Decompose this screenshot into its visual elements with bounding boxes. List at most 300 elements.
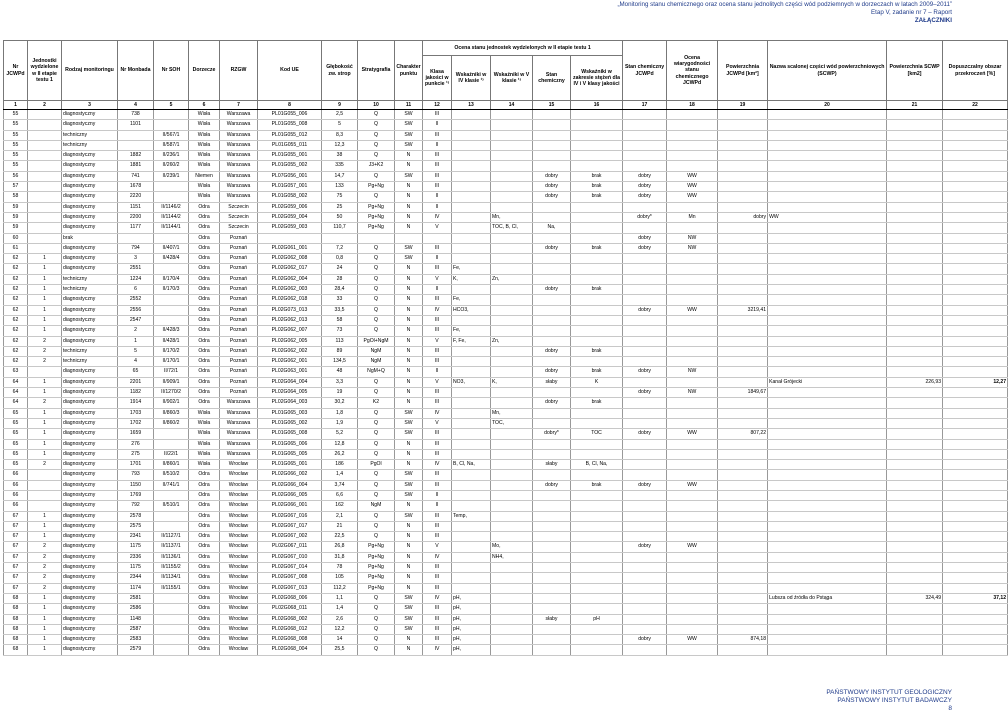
- table-cell: [718, 110, 768, 120]
- table-cell: dobry: [533, 192, 571, 202]
- table-cell: [667, 521, 718, 531]
- table-cell: Wrocław: [220, 573, 258, 583]
- table-cell: [667, 511, 718, 521]
- table-cell: 807,22: [718, 429, 768, 439]
- table-cell: 1177: [118, 223, 154, 233]
- table-cell: [887, 315, 943, 325]
- table-row: [4, 202, 1008, 212]
- table-cell: 65: [4, 449, 28, 459]
- table-cell: [491, 285, 533, 295]
- table-cell: [491, 243, 533, 253]
- table-cell: III: [423, 388, 452, 398]
- table-row: [4, 243, 1008, 253]
- col-klasa: Klasa jakości w punkcie ¹⁾: [423, 56, 452, 101]
- table-cell: N: [395, 532, 423, 542]
- table-cell: [667, 264, 718, 274]
- column-number: 14: [491, 101, 533, 110]
- table-cell: PL02G062_017: [258, 264, 322, 274]
- table-row: [4, 480, 1008, 490]
- table-cell: [768, 110, 887, 120]
- table-cell: [768, 357, 887, 367]
- table-cell: Poznań: [220, 377, 258, 387]
- table-cell: [887, 490, 943, 500]
- table-cell: [28, 151, 62, 161]
- table-cell: Wisła: [189, 449, 220, 459]
- table-cell: [943, 192, 1008, 202]
- table-cell: Q: [358, 635, 395, 645]
- table-cell: Odra: [189, 573, 220, 583]
- table-cell: [452, 388, 491, 398]
- table-row: [4, 192, 1008, 202]
- table-cell: [28, 130, 62, 140]
- column-number: 15: [533, 101, 571, 110]
- table-cell: II: [423, 192, 452, 202]
- table-cell: 1: [28, 511, 62, 521]
- table-cell: Poznań: [220, 243, 258, 253]
- table-cell: [943, 439, 1008, 449]
- table-cell: II/407/1: [154, 243, 189, 253]
- table-cell: pH,: [452, 614, 491, 624]
- table-cell: [943, 305, 1008, 315]
- table-cell: [623, 223, 667, 233]
- table-cell: 26,8: [322, 542, 358, 552]
- table-cell: [571, 161, 623, 171]
- table-cell: II/860/3: [154, 408, 189, 418]
- table-cell: [491, 171, 533, 181]
- table-cell: [768, 254, 887, 264]
- table-cell: [718, 573, 768, 583]
- table-cell: [491, 254, 533, 264]
- table-cell: Q: [358, 645, 395, 655]
- table-cell: PL02G062_007: [258, 326, 322, 336]
- table-cell: [943, 624, 1008, 634]
- table-cell: diagnostyczny: [62, 418, 118, 428]
- table-cell: dobry*: [533, 429, 571, 439]
- table-cell: [491, 182, 533, 192]
- table-row: [4, 326, 1008, 336]
- table-cell: 2: [118, 326, 154, 336]
- table-cell: [571, 264, 623, 274]
- table-cell: dobry: [533, 182, 571, 192]
- table-cell: N: [395, 460, 423, 470]
- table-cell: Q: [358, 480, 395, 490]
- table-cell: K,: [491, 377, 533, 387]
- table-cell: PL02G064_005: [258, 388, 322, 398]
- table-cell: [667, 295, 718, 305]
- table-cell: [887, 439, 943, 449]
- table-cell: Odra: [189, 635, 220, 645]
- table-cell: [887, 274, 943, 284]
- table-cell: [154, 120, 189, 130]
- table-cell: 24: [322, 264, 358, 274]
- table-cell: Odra: [189, 490, 220, 500]
- table-cell: 73: [322, 326, 358, 336]
- table-cell: Poznań: [220, 326, 258, 336]
- table-cell: [667, 460, 718, 470]
- table-cell: [571, 110, 623, 120]
- table-cell: 55: [4, 151, 28, 161]
- col-charakter: Charakter punktu: [395, 41, 423, 101]
- table-cell: [571, 418, 623, 428]
- table-cell: Lubsza od źródła do Pstąga: [768, 593, 887, 603]
- table-cell: 874,18: [718, 635, 768, 645]
- table-cell: 2: [28, 563, 62, 573]
- table-cell: Odra: [189, 254, 220, 264]
- table-cell: SW: [395, 624, 423, 634]
- table-cell: Q: [358, 449, 395, 459]
- table-cell: [718, 449, 768, 459]
- table-cell: Odra: [189, 521, 220, 531]
- table-cell: słaby: [533, 460, 571, 470]
- table-cell: II/860/2: [154, 418, 189, 428]
- table-cell: [943, 212, 1008, 222]
- table-cell: [533, 305, 571, 315]
- table-cell: [623, 254, 667, 264]
- table-cell: [943, 418, 1008, 428]
- table-cell: dobry: [533, 285, 571, 295]
- table-cell: NO3,: [452, 377, 491, 387]
- table-cell: [154, 295, 189, 305]
- table-cell: [623, 460, 667, 470]
- table-cell: [28, 223, 62, 233]
- table-cell: Q: [358, 532, 395, 542]
- table-cell: [768, 182, 887, 192]
- table-cell: [452, 171, 491, 181]
- table-cell: [28, 501, 62, 511]
- table-cell: [623, 470, 667, 480]
- table-cell: [943, 336, 1008, 346]
- table-cell: diagnostyczny: [62, 583, 118, 593]
- table-cell: PL02G073_013: [258, 305, 322, 315]
- table-cell: N: [395, 583, 423, 593]
- col-pow-scwp: Powierzchnia SCWP [km2]: [887, 41, 943, 101]
- table-cell: 67: [4, 552, 28, 562]
- table-cell: N: [395, 346, 423, 356]
- table-cell: [943, 315, 1008, 325]
- table-cell: II/22/1: [154, 449, 189, 459]
- table-cell: Wrocław: [220, 552, 258, 562]
- table-cell: [887, 182, 943, 192]
- table-cell: [571, 357, 623, 367]
- table-cell: III: [423, 429, 452, 439]
- table-cell: [154, 315, 189, 325]
- table-cell: Wrocław: [220, 511, 258, 521]
- table-cell: [623, 418, 667, 428]
- table-cell: dobry: [623, 243, 667, 253]
- table-cell: Wrocław: [220, 501, 258, 511]
- table-cell: II/1137/1: [154, 542, 189, 552]
- table-cell: PL01G058_002: [258, 192, 322, 202]
- table-cell: [887, 635, 943, 645]
- table-cell: [452, 429, 491, 439]
- table-cell: 62: [4, 295, 28, 305]
- table-cell: 3219,41: [718, 305, 768, 315]
- table-cell: [154, 511, 189, 521]
- table-cell: 33: [322, 295, 358, 305]
- table-cell: 68: [4, 604, 28, 614]
- column-number: 8: [258, 101, 322, 110]
- table-cell: [718, 326, 768, 336]
- table-cell: SW: [395, 171, 423, 181]
- table-cell: [718, 130, 768, 140]
- table-cell: 110,7: [322, 223, 358, 233]
- table-cell: [887, 511, 943, 521]
- table-cell: [491, 120, 533, 130]
- page-number: 8: [948, 705, 952, 712]
- table-cell: [887, 624, 943, 634]
- table-cell: [28, 171, 62, 181]
- table-cell: PL01G065_005: [258, 449, 322, 459]
- table-cell: [28, 243, 62, 253]
- col-stan: Stan chemiczny: [533, 56, 571, 101]
- table-cell: [452, 501, 491, 511]
- table-cell: 1: [28, 614, 62, 624]
- table-cell: [887, 408, 943, 418]
- table-cell: [718, 202, 768, 212]
- table-cell: II/1144/1: [154, 223, 189, 233]
- table-cell: [623, 285, 667, 295]
- table-cell: [768, 223, 887, 233]
- table-cell: II/1155/2: [154, 563, 189, 573]
- table-cell: Q: [358, 521, 395, 531]
- table-cell: PL01G065_002: [258, 418, 322, 428]
- table-cell: [533, 470, 571, 480]
- table-cell: F, Fe,: [452, 336, 491, 346]
- table-cell: [943, 449, 1008, 459]
- table-cell: Odra: [189, 532, 220, 542]
- table-cell: WW: [667, 480, 718, 490]
- table-row: [4, 635, 1008, 645]
- col-stratygrafia: Stratygrafia: [358, 41, 395, 101]
- table-cell: 1: [28, 274, 62, 284]
- table-cell: PL02G067_011: [258, 542, 322, 552]
- table-cell: Odra: [189, 346, 220, 356]
- table-cell: V: [423, 418, 452, 428]
- table-cell: [718, 583, 768, 593]
- table-cell: [667, 573, 718, 583]
- table-cell: [887, 645, 943, 655]
- table-cell: WW: [667, 542, 718, 552]
- table-row: [4, 264, 1008, 274]
- column-number: 17: [623, 101, 667, 110]
- table-cell: Odra: [189, 388, 220, 398]
- table-cell: 1: [28, 429, 62, 439]
- table-cell: [718, 604, 768, 614]
- table-cell: III: [423, 398, 452, 408]
- table-cell: III: [423, 480, 452, 490]
- table-cell: [571, 336, 623, 346]
- table-row: [4, 563, 1008, 573]
- table-cell: Wisła: [189, 130, 220, 140]
- table-cell: [768, 470, 887, 480]
- table-cell: SW: [395, 254, 423, 264]
- table-cell: PL07G056_001: [258, 171, 322, 181]
- table-cell: [533, 593, 571, 603]
- table-cell: [571, 439, 623, 449]
- table-cell: [491, 367, 533, 377]
- table-cell: 2551: [118, 264, 154, 274]
- table-cell: [667, 408, 718, 418]
- table-cell: [943, 171, 1008, 181]
- table-cell: [154, 429, 189, 439]
- table-cell: [533, 212, 571, 222]
- table-cell: 1,1: [322, 593, 358, 603]
- table-cell: [667, 274, 718, 284]
- table-cell: [887, 460, 943, 470]
- table-cell: 67: [4, 521, 28, 531]
- table-cell: Q: [358, 593, 395, 603]
- table-cell: Poznań: [220, 285, 258, 295]
- table-cell: III: [423, 315, 452, 325]
- table-cell: [623, 315, 667, 325]
- table-cell: [571, 490, 623, 500]
- table-cell: Odra: [189, 645, 220, 655]
- table-cell: 2344: [118, 573, 154, 583]
- table-cell: V: [423, 223, 452, 233]
- table-cell: Pg+Ng: [358, 182, 395, 192]
- table-cell: Wrocław: [220, 521, 258, 531]
- table-cell: [887, 501, 943, 511]
- table-cell: [533, 120, 571, 130]
- table-cell: [718, 439, 768, 449]
- table-cell: [887, 583, 943, 593]
- table-cell: K,: [452, 274, 491, 284]
- table-cell: PL02G067_002: [258, 532, 322, 542]
- table-row: [4, 151, 1008, 161]
- table-cell: [943, 233, 1008, 243]
- table-cell: SW: [395, 243, 423, 253]
- table-cell: Wrocław: [220, 635, 258, 645]
- table-cell: [718, 377, 768, 387]
- table-cell: 62: [4, 254, 28, 264]
- table-cell: [887, 470, 943, 480]
- table-cell: [623, 645, 667, 655]
- table-cell: [533, 635, 571, 645]
- table-row: [4, 542, 1008, 552]
- table-cell: [943, 398, 1008, 408]
- table-cell: [452, 233, 491, 243]
- table-cell: 1881: [118, 161, 154, 171]
- col-nr-jcwpd: Nr JCWPd: [4, 41, 28, 101]
- table-cell: Kanał Grójecki: [768, 377, 887, 387]
- table-cell: Szczecin: [220, 212, 258, 222]
- table-cell: diagnostyczny: [62, 552, 118, 562]
- table-cell: [452, 542, 491, 552]
- table-cell: III: [423, 110, 452, 120]
- table-cell: [571, 326, 623, 336]
- table-cell: [28, 192, 62, 202]
- table-cell: [887, 563, 943, 573]
- table-cell: [491, 315, 533, 325]
- table-cell: [623, 449, 667, 459]
- table-cell: WW: [667, 182, 718, 192]
- table-cell: B, Cl, Na,: [571, 460, 623, 470]
- table-cell: PL01G065_006: [258, 439, 322, 449]
- table-cell: Pg+Ng: [358, 542, 395, 552]
- table-cell: N: [395, 501, 423, 511]
- table-cell: IV: [423, 408, 452, 418]
- table-cell: diagnostyczny: [62, 624, 118, 634]
- table-cell: [452, 223, 491, 233]
- table-cell: 1702: [118, 418, 154, 428]
- table-cell: [491, 346, 533, 356]
- table-cell: [887, 336, 943, 346]
- table-cell: [887, 521, 943, 531]
- table-cell: 14: [322, 635, 358, 645]
- table-cell: [452, 449, 491, 459]
- table-cell: 7,2: [322, 243, 358, 253]
- table-cell: [768, 624, 887, 634]
- table-cell: diagnostyczny: [62, 470, 118, 480]
- table-cell: 1: [28, 264, 62, 274]
- table-cell: [28, 480, 62, 490]
- table-cell: brak: [571, 192, 623, 202]
- table-cell: Warszawa: [220, 182, 258, 192]
- table-cell: 1: [28, 521, 62, 531]
- table-cell: Warszawa: [220, 449, 258, 459]
- table-cell: 22,5: [322, 532, 358, 542]
- table-row: [4, 532, 1008, 542]
- table-cell: [943, 243, 1008, 253]
- table-cell: [154, 305, 189, 315]
- table-cell: [423, 233, 452, 243]
- table-cell: 2552: [118, 295, 154, 305]
- table-cell: [718, 490, 768, 500]
- table-cell: Wisła: [189, 161, 220, 171]
- table-cell: PL02G062_005: [258, 336, 322, 346]
- table-cell: [491, 161, 533, 171]
- table-cell: Wisła: [189, 140, 220, 150]
- table-cell: PL02G062_004: [258, 274, 322, 284]
- table-cell: 1: [28, 254, 62, 264]
- table-cell: [491, 470, 533, 480]
- table-cell: Wrocław: [220, 542, 258, 552]
- table-cell: PL01G055_011: [258, 140, 322, 150]
- table-cell: [768, 542, 887, 552]
- table-cell: 2547: [118, 315, 154, 325]
- column-number: 5: [154, 101, 189, 110]
- table-cell: 67: [4, 563, 28, 573]
- table-row: [4, 460, 1008, 470]
- table-cell: Warszawa: [220, 130, 258, 140]
- table-cell: [943, 367, 1008, 377]
- table-cell: [452, 563, 491, 573]
- col-wsk-iv: Wskaźniki w IV klasie ¹⁾: [452, 56, 491, 101]
- table-cell: [571, 388, 623, 398]
- table-cell: [28, 212, 62, 222]
- table-cell: Odra: [189, 274, 220, 284]
- table-cell: II/428/3: [154, 326, 189, 336]
- table-cell: [491, 645, 533, 655]
- table-cell: [718, 418, 768, 428]
- table-cell: 5: [322, 120, 358, 130]
- table-cell: [768, 243, 887, 253]
- col-monbada: Nr Monbada: [118, 41, 154, 101]
- table-cell: SW: [395, 614, 423, 624]
- table-cell: 2220: [118, 192, 154, 202]
- table-cell: Odra: [189, 511, 220, 521]
- table-cell: [718, 285, 768, 295]
- table-cell: dobry: [623, 182, 667, 192]
- table-cell: 1: [28, 315, 62, 325]
- table-cell: PL01G055_001: [258, 151, 322, 161]
- table-row: [4, 315, 1008, 325]
- table-cell: II/1155/1: [154, 583, 189, 593]
- table-cell: [491, 202, 533, 212]
- table-cell: [887, 254, 943, 264]
- table-cell: SW: [395, 511, 423, 521]
- table-cell: dobry: [623, 367, 667, 377]
